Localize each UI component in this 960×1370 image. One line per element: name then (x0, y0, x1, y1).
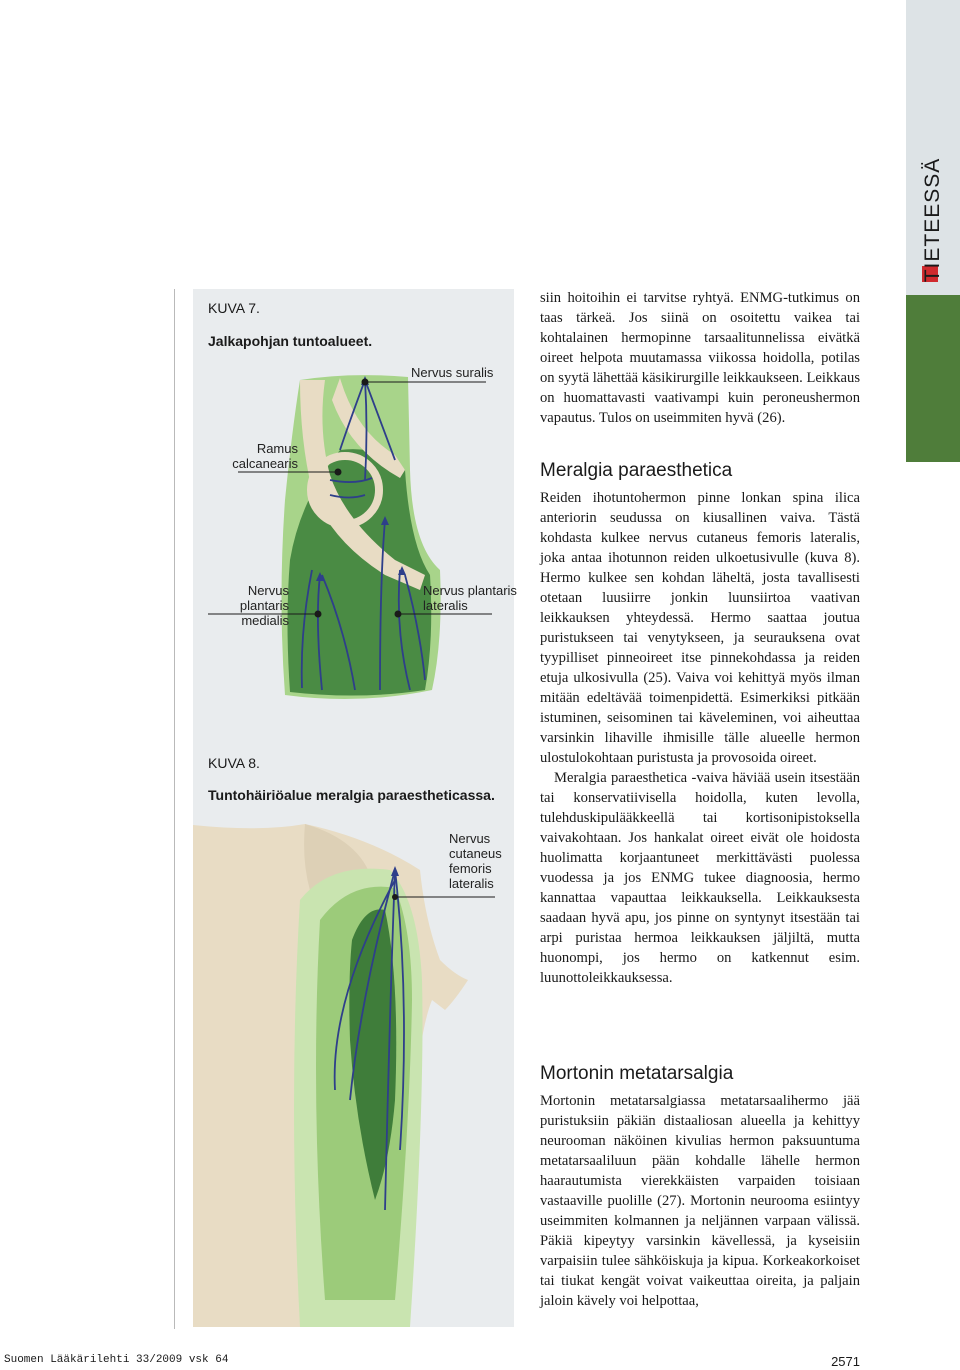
footer-journal: Suomen Lääkärilehti 33/2009 vsk 64 (4, 1354, 229, 1366)
fig7-label-suralis: Nervus suralis (411, 365, 494, 380)
fig8-label-line2: cutaneus (449, 846, 502, 861)
fig7-label-medialis-line2: medialis (241, 613, 289, 628)
article-intro (540, 288, 860, 428)
fig8-number: KUVA 8. (208, 755, 260, 771)
fig8-leader-dot (392, 894, 398, 900)
fig7-label-medialis-line1: Nervus plantaris (239, 583, 289, 613)
morton-section (540, 1091, 860, 1311)
meralgia-paragraph-1: Reiden ihotuntohermon pinne lonkan spina ilica anteriorin seudussa on kiusallinen vaiva. Tästä kohdasta kulkee nervus cutaneus femoris lateralis, joka antaa ihotunnon reiden ulkoetusivulle (kuva 8). Hermo kulkee sen kohdan läheltä, josta tavallisesti otetaan luusiirre jonkin luunsiirtoa vaativan leikkauksen yhteydessä. Hermo saattaa joutua puristukseen tai venytykseen, ja seurauksena ovat tyypilliset pinneoireet itse pinnekohdassa ja reiden etuja ulkosivulla (25). Vaiva voi kehittyä myös ilman mitään edeltävää toimenpidettä. Esimerkiksi pitkään istuminen, seisominen tai käveleminen, voi aiheuttaa varsinkin lihaville ihmisille tälle alueelle hermon ulostulokohtaan puristusta ja provosoida oireet. (540, 490, 860, 766)
fig8-label-line3: femoris (449, 861, 492, 876)
fig7-number: KUVA 7. (208, 300, 260, 316)
meralgia-section (540, 488, 860, 988)
fig7-label-lateralis-line1: Nervus plantaris (423, 583, 517, 598)
fig7-label-calc-line1: Ramus (256, 441, 298, 456)
fig7-label-calc-line2: calcanearis (232, 456, 298, 471)
meralgia-paragraph-2: Meralgia paraesthetica -vaiva häviää usein itsestään tai konservatiivisella hoidolla, kuten levolla, tulehduskipulääkkeellä tai kortisonipistoksella vaivakohtaan. Jos hankalat oireet eivät ole hoidosta huolimatta korjaantuneet merkittävästi puolessa vuodessa ja jos ENMG tukee diagnoosia, hermo kannattaa vapauttaa leikkauksella. Leikkauksesta saadaan hyvä apu, jos pinne on syntynyt itsestään tai arpi puristaa hermoa leikkauksen jäljiltä, mutta huonompi, jos hermo on katkennut esim. luunottoleikkauksessa. (540, 770, 860, 986)
section-tab-label: TIETEESSÄ (921, 157, 944, 283)
fig7-title: Jalkapohjan tuntoalueet. (208, 333, 373, 349)
morton-paragraph-1: Mortonin metatarsalgiassa metatarsaalihermo jää puristuksiin päkiän distaaliosan alueella ja kehittyy neurooman näköinen kivulias hermon paksuuntuma metatarsaaliluun pään kohdalle lähelle hermon haarautumista vierekkäisten varpaiden toisiaan vastaaville puolille (27). Mortonin neurooma esiintyy useimmiten kolmannen ja neljännen varpaan välissä. Päkiä kipeytyy varsinkin kävellessä, ja kyseisiin varpaisiin tulee sähköiskuja ja kipua. Korkeakorkoiset tai tiukat kengät voivat vaikeuttaa oireita, ja paljain jaloin kävely voi helpottaa, (540, 1093, 860, 1309)
heading-morton: Mortonin metatarsalgia (540, 1063, 734, 1084)
heading-meralgia: Meralgia paraesthetica (540, 460, 733, 481)
page-number: 2571 (831, 1354, 860, 1369)
fig7-label-lateralis (423, 583, 517, 613)
fig7-label-lateralis-line2: lateralis (423, 598, 468, 613)
fig8-title: Tuntohäiriöalue meralgia paraestheticassa. (208, 787, 495, 803)
fig7-label-medialis (196, 583, 289, 628)
fig8-thigh (193, 824, 495, 1327)
fig8-label (449, 831, 502, 891)
fig8-label-line4: lateralis (449, 876, 494, 891)
fig8-label-line1: Nervus (449, 831, 491, 846)
fig7-label-calc (222, 441, 298, 471)
intro-paragraph: siin hoitoihin ei tarvitse ryhtyä. ENMG-tutkimus on taas tärkeä. Jos siinä on osoitettu vaikea tai kohtalainen hermopinne tarsaalitunnelissa eivätkä oireet helpota muutamassa viikossa hoidolla, potilas on syytä lähettää käsikirurgille leikkaukseen. Leikkaus on huomattavasti vaativampi kuin peroneushermon vapautus. Tulos on useimmiten hyvä (26). (540, 290, 860, 426)
fig7-foot-sole (208, 375, 492, 699)
